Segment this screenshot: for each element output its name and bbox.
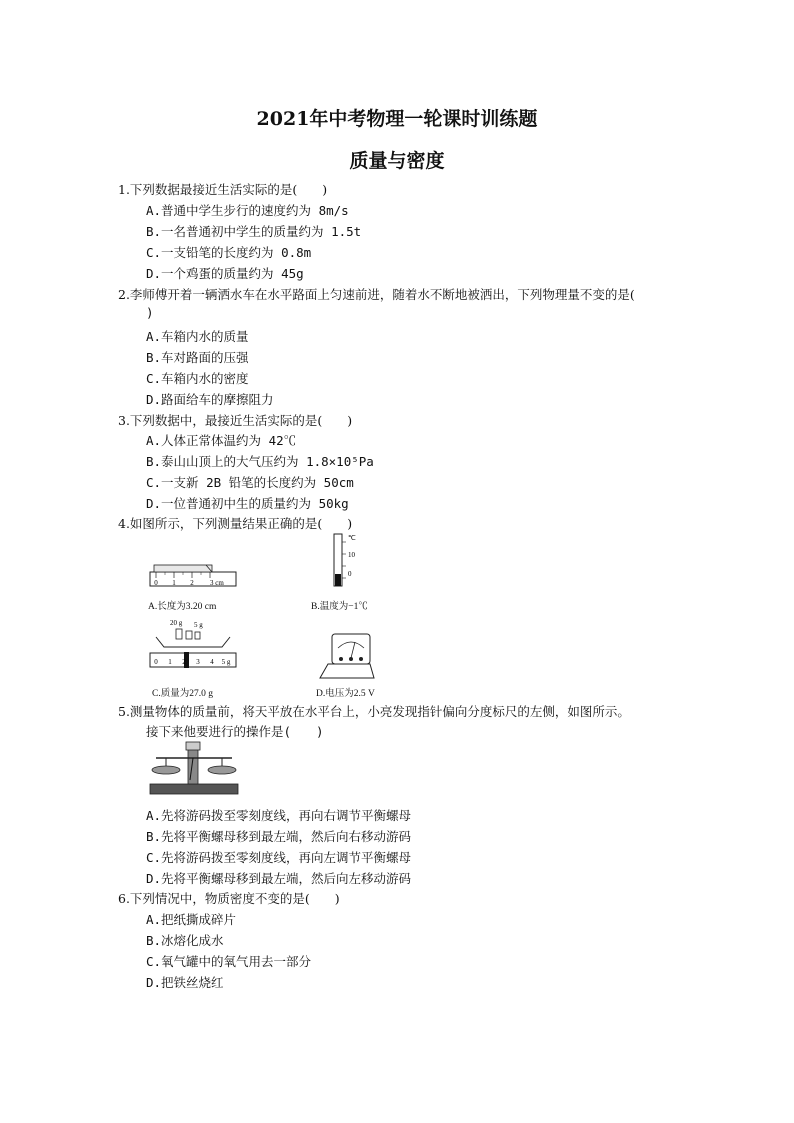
question-5-stem: 5.测量物体的质量前，将天平放在水平台上，小亮发现指针偏向分度标尺的左侧，如图所示。 [118, 704, 630, 719]
ruler-tick-0: 0 [154, 579, 158, 587]
question-1-option-c: C.一支铅笔的长度约为 0.8m [146, 245, 312, 260]
figure-c-caption: C.质量为27.0 g [152, 689, 213, 699]
question-2-stem-cont: ) [146, 305, 154, 320]
page-subtitle: 质量与密度 [349, 150, 445, 172]
question-3-option-b: B.泰山山顶上的大气压约为 1.8×10⁵Pa [146, 454, 374, 469]
question-6-stem: 6.下列情况中，物质密度不变的是( ) [118, 891, 340, 906]
scale-tick-4: 4 [210, 658, 214, 666]
weight-20g-label: 20 g [170, 619, 183, 627]
question-6-option-a: A.把纸撕成碎片 [146, 912, 237, 927]
question-1-stem: 1.下列数据最接近生活实际的是( ) [118, 182, 328, 197]
question-3-option-a: A.人体正常体温约为 42℃ [146, 433, 297, 448]
figure-a-caption: A.长度为3.20 cm [148, 602, 217, 612]
question-1-option-a: A.普通中学生步行的速度约为 8m/s [146, 203, 349, 218]
figure-d-caption: D.电压为2.5 V [316, 689, 375, 699]
question-2-option-a: A.车箱内水的质量 [146, 329, 249, 344]
question-2-option-c: C.车箱内水的密度 [146, 371, 249, 386]
thermometer-figure [326, 532, 366, 592]
ruler-tick-1: 1 [172, 579, 176, 587]
question-6-option-b: B.冰熔化成水 [146, 933, 224, 948]
scale-tick-0: 0 [154, 658, 158, 666]
question-6-option-c: C.氧气罐中的氧气用去一部分 [146, 954, 312, 969]
question-1-option-d: D.一个鸡蛋的质量约为 45g [146, 266, 304, 281]
question-4-stem: 4.如图所示，下列测量结果正确的是( ) [118, 516, 353, 531]
question-2-option-b: B.车对路面的压强 [146, 350, 249, 365]
question-2-option-d: D.路面给车的摩擦阻力 [146, 392, 274, 407]
thermo-label-0: 0 [348, 570, 352, 578]
thermo-label-10: 10 [348, 551, 355, 559]
ruler-tick-2: 2 [190, 579, 194, 587]
question-5-option-a: A.先将游码拨至零刻度线，再向右调节平衡螺母 [146, 808, 412, 823]
figure-b-caption: B.温度为−1℃ [311, 602, 368, 612]
lab-balance-figure [146, 740, 242, 798]
question-3-stem: 3.下列数据中，最接近生活实际的是( ) [118, 413, 353, 428]
question-5-stem-cont: 接下来他要进行的操作是( ) [146, 724, 324, 739]
weight-5g-label: 5 g [194, 621, 203, 629]
question-3-option-d: D.一位普通初中生的质量约为 50kg [146, 496, 349, 511]
scale-tick-5: 5 g [221, 658, 231, 666]
scale-tick-3: 3 [196, 658, 200, 666]
ruler-tick-3: 3 cm [210, 579, 224, 587]
question-6-option-d: D.把铁丝烧红 [146, 975, 224, 990]
ruler-figure [148, 560, 240, 592]
question-2-stem: 2.李师傅开着一辆洒水车在水平路面上匀速前进，随着水不断地被洒出，下列物理量不变的是( [118, 287, 635, 302]
question-5-option-c: C.先将游码拨至零刻度线，再向左调节平衡螺母 [146, 850, 412, 865]
question-5-option-d: D.先将平衡螺母移到最左端，然后向左移动游码 [146, 871, 412, 886]
question-3-option-c: C.一支新 2B 铅笔的长度约为 50cm [146, 475, 354, 490]
voltmeter-figure [314, 628, 380, 680]
question-5-option-b: B.先将平衡螺母移到最左端，然后向右移动游码 [146, 829, 412, 844]
scale-tick-1: 1 [168, 658, 172, 666]
scale-tick-2: 2 [182, 658, 186, 666]
question-1-option-b: B.一名普通初中学生的质量约为 1.5t [146, 224, 362, 239]
thermo-unit: ℃ [348, 534, 356, 542]
balance-scale-figure [148, 617, 238, 679]
page-title: 2021年中考物理一轮课时训练题 [256, 108, 538, 130]
